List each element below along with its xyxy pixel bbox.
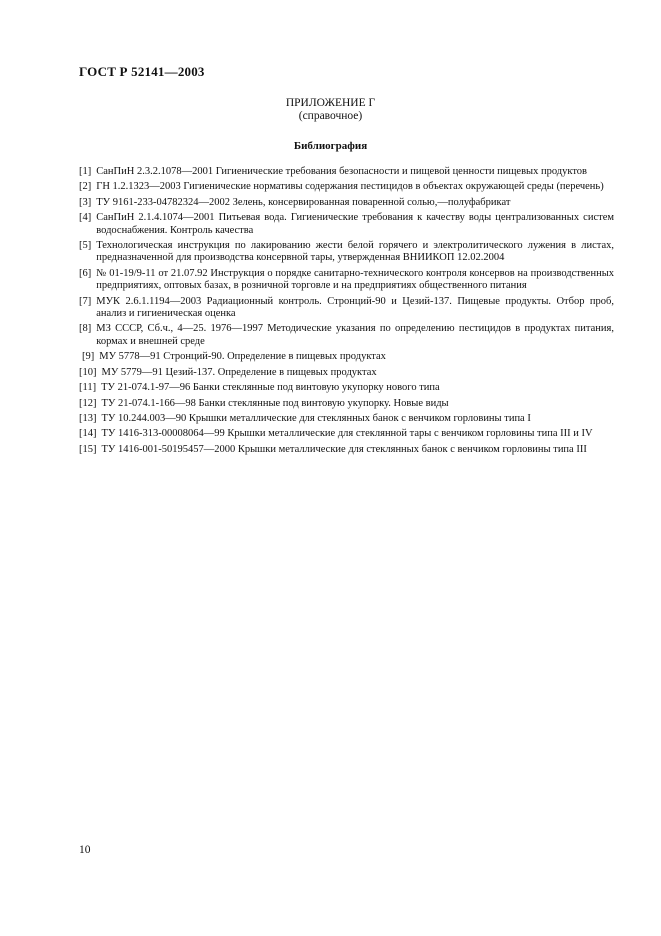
item-number: [11]	[79, 382, 97, 394]
item-text: ТУ 1416-001-50195457—2000 Крышки металлические для стеклянных банок с венчиком горловины типа III	[101, 443, 587, 455]
appendix-title: ПРИЛОЖЕНИЕ Г	[285, 97, 376, 109]
item-number: [5]	[79, 240, 92, 252]
item-number: [10]	[79, 366, 97, 378]
bibliography-item	[79, 428, 614, 440]
item-text: МУК 2.6.1.1194—2003 Радиационный контроль. Стронций-90 и Цезий-137. Пищевые продукты. Отбор проб, анализ и гигиеническая оценка	[96, 295, 614, 320]
bibliography-item	[79, 240, 614, 265]
bibliography-item	[79, 413, 614, 425]
item-number: [13]	[79, 412, 97, 424]
item-number: [4]	[79, 212, 92, 224]
bibliography-item	[79, 351, 614, 363]
bibliography-item	[79, 181, 614, 193]
item-number: [6]	[79, 267, 92, 279]
item-number: [12]	[79, 397, 97, 409]
appendix-subtitle: (справочное)	[298, 110, 363, 122]
bibliography-item	[79, 212, 614, 237]
bibliography-title: Библиография	[293, 140, 368, 152]
bibliography-item	[79, 367, 614, 379]
item-number: [14]	[79, 428, 97, 440]
bibliography-item	[79, 296, 614, 321]
item-text: ТУ 21-074.1-166—98 Банки стеклянные под винтовую укупорку. Новые виды	[101, 397, 449, 409]
item-text: МУ 5778—91 Стронций-90. Определение в пищевых продуктах	[99, 351, 386, 363]
appendix-heading	[0, 97, 661, 123]
bibliography-list	[79, 166, 614, 459]
item-number: [9]	[82, 351, 95, 363]
document-code-header: ГОСТ Р 52141—2003	[79, 64, 205, 79]
item-number: [8]	[79, 323, 92, 335]
page-number: 10	[79, 844, 91, 856]
bibliography-item	[79, 197, 614, 209]
bibliography-item	[79, 398, 614, 410]
item-text: ГН 1.2.1323—2003 Гигиенические нормативы содержания пестицидов в объектах окружающей среды (перечень)	[96, 181, 604, 193]
item-text: ТУ 9161-233-04782324—2002 Зелень, консервированная поваренной солью,—полуфабрикат	[96, 196, 511, 208]
item-text: СанПиН 2.1.4.1074—2001 Питьевая вода. Гигиенические требования к качеству воды централизованных систем водоснабжения. Контроль качества	[96, 212, 614, 236]
item-number: [3]	[79, 196, 92, 208]
item-text: МУ 5779—91 Цезий-137. Определение в пищевых продуктах	[101, 366, 377, 378]
bibliography-item	[79, 268, 614, 293]
item-number: [2]	[79, 181, 92, 193]
item-text: МЗ СССР, Сб.ч., 4—25. 1976—1997 Методические указания по определению пестицидов в продуктах питания, кормах и внешней среде	[96, 323, 614, 347]
item-number: [1]	[79, 166, 92, 177]
bibliography-item	[79, 166, 614, 178]
item-text: Технологическая инструкция по лакированию жести белой горячего и электролитического лужения в листах, предназначенной для производства консервной тары, утвержденная ВНИИКОП 12.02.2004	[96, 240, 614, 264]
item-text: СанПиН 2.3.2.1078—2001 Гигиенические требования безопасности и пищевой ценности пищевых продуктов	[96, 166, 587, 177]
bibliography-item	[79, 382, 614, 394]
item-number: [15]	[79, 443, 97, 455]
item-text: ТУ 21-074.1-97—96 Банки стеклянные под винтовую укупорку нового типа	[101, 382, 440, 394]
bibliography-item	[79, 323, 614, 348]
item-text: № 01-19/9-11 от 21.07.92 Инструкция о порядке санитарно-технического контроля консервов на производственных предприятиях, оптовых базах, в розничной торговле и на предприятиях общественного питания	[96, 267, 614, 292]
item-text: ТУ 10.244.003—90 Крышки металлические для стеклянных банок с венчиком горловины типа I	[101, 412, 531, 424]
bibliography-item	[79, 444, 614, 456]
item-number: [7]	[79, 295, 92, 307]
item-text: ТУ 1416-313-00008064—99 Крышки металлические для стеклянной тары с венчиком горловины типа III и IV	[101, 428, 593, 440]
